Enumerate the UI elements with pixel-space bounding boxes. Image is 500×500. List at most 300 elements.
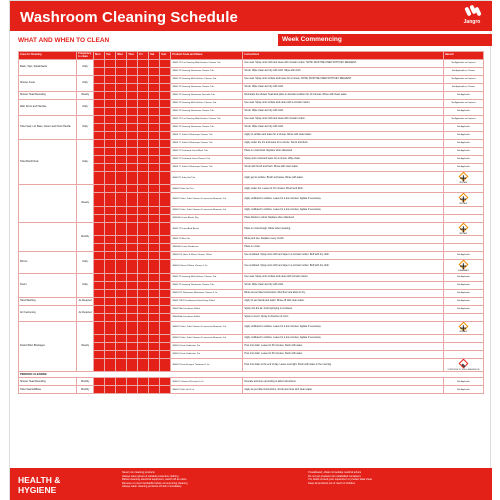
day-checkbox-cell[interactable] — [149, 281, 160, 289]
day-checkbox-cell[interactable] — [94, 214, 105, 222]
day-checkbox-cell[interactable] — [94, 185, 105, 193]
day-checkbox-cell[interactable] — [94, 273, 105, 281]
day-checkbox-cell[interactable] — [105, 313, 116, 321]
day-checkbox-cell[interactable] — [105, 124, 116, 132]
day-checkbox-cell[interactable] — [127, 313, 138, 321]
day-checkbox-cell[interactable] — [116, 351, 127, 359]
day-checkbox-cell[interactable] — [116, 297, 127, 305]
day-checkbox-cell[interactable] — [105, 214, 116, 222]
day-checkbox-cell[interactable] — [94, 132, 105, 140]
day-checkbox-cell[interactable] — [116, 273, 127, 281]
day-checkbox-cell[interactable] — [149, 148, 160, 156]
day-checkbox-cell[interactable] — [149, 140, 160, 148]
day-checkbox-cell[interactable] — [94, 140, 105, 148]
day-checkbox-cell[interactable] — [160, 236, 171, 244]
day-checkbox-cell[interactable] — [105, 359, 116, 372]
product-cell: JB0001 Toilet, Toilet Cleaner & Limescale Remover 1Ltr — [171, 321, 243, 334]
day-checkbox-cell[interactable] — [160, 172, 171, 185]
day-checkbox-cell[interactable] — [116, 132, 127, 140]
day-checkbox-cell[interactable] — [116, 92, 127, 100]
day-checkbox-cell[interactable] — [149, 386, 160, 394]
logo-mark-icon — [463, 4, 481, 18]
day-checkbox-cell[interactable] — [138, 156, 149, 164]
day-checkbox-cell[interactable] — [149, 313, 160, 321]
day-checkbox-cell[interactable] — [94, 76, 105, 84]
day-checkbox-cell[interactable] — [160, 100, 171, 108]
day-checkbox-cell[interactable] — [160, 76, 171, 84]
table-row — [19, 76, 484, 84]
day-checkbox-cell[interactable] — [149, 305, 160, 313]
day-checkbox-cell[interactable] — [138, 116, 149, 124]
day-checkbox-cell[interactable] — [116, 305, 127, 313]
day-checkbox-cell[interactable] — [116, 124, 127, 132]
day-checkbox-cell[interactable] — [160, 297, 171, 305]
hazard-label: Not Applicable — [457, 283, 470, 286]
day-checkbox-cell[interactable] — [127, 273, 138, 281]
day-checkbox-cell[interactable] — [105, 140, 116, 148]
day-checkbox-cell[interactable] — [149, 359, 160, 372]
day-checkbox-cell[interactable] — [94, 343, 105, 351]
day-checkbox-cell[interactable] — [116, 343, 127, 351]
day-checkbox-cell[interactable] — [94, 244, 105, 252]
day-checkbox-cell[interactable] — [160, 164, 171, 172]
day-checkbox-cell[interactable] — [149, 100, 160, 108]
day-checkbox-cell[interactable] — [94, 60, 105, 68]
day-checkbox-cell[interactable] — [149, 172, 160, 185]
day-checkbox-cell[interactable] — [94, 297, 105, 305]
day-checkbox-cell[interactable] — [138, 244, 149, 252]
day-checkbox-cell[interactable] — [116, 244, 127, 252]
day-checkbox-cell[interactable] — [138, 321, 149, 334]
day-checkbox-cell[interactable] — [149, 60, 160, 68]
day-checkbox-cell[interactable] — [149, 214, 160, 222]
day-checkbox-cell[interactable] — [138, 313, 149, 321]
day-checkbox-cell[interactable] — [116, 60, 127, 68]
day-checkbox-cell[interactable] — [116, 172, 127, 185]
day-checkbox-cell[interactable] — [127, 84, 138, 92]
day-checkbox-cell[interactable] — [105, 343, 116, 351]
footer-heading-line: HYGIENE — [18, 485, 57, 495]
day-checkbox-cell[interactable] — [149, 84, 160, 92]
day-checkbox-cell[interactable] — [116, 156, 127, 164]
day-checkbox-cell[interactable] — [138, 236, 149, 244]
day-checkbox-cell[interactable] — [116, 100, 127, 108]
day-checkbox-cell[interactable] — [116, 236, 127, 244]
day-checkbox-cell[interactable] — [116, 321, 127, 334]
day-checkbox-cell[interactable] — [138, 76, 149, 84]
hazard-cell — [443, 185, 483, 193]
day-checkbox-cell[interactable] — [149, 68, 160, 76]
day-checkbox-cell[interactable] — [160, 386, 171, 394]
day-checkbox-cell[interactable] — [105, 116, 116, 124]
day-checkbox-cell[interactable] — [94, 252, 105, 260]
day-checkbox-cell[interactable] — [127, 116, 138, 124]
day-checkbox-cell[interactable] — [149, 260, 160, 273]
table-row — [19, 305, 484, 313]
day-checkbox-cell[interactable] — [160, 313, 171, 321]
day-checkbox-cell[interactable] — [127, 214, 138, 222]
product-cell: JB00000 Urinal Deodoriser — [171, 244, 243, 252]
day-checkbox-cell[interactable] — [94, 164, 105, 172]
table-row — [19, 252, 484, 260]
day-checkbox-cell[interactable] — [138, 289, 149, 297]
day-checkbox-cell[interactable] — [116, 108, 127, 116]
day-checkbox-cell[interactable] — [149, 236, 160, 244]
day-checkbox-cell[interactable] — [160, 289, 171, 297]
day-checkbox-cell[interactable] — [149, 252, 160, 260]
day-checkbox-cell[interactable] — [116, 313, 127, 321]
day-checkbox-cell[interactable] — [94, 289, 105, 297]
day-checkbox-cell[interactable] — [127, 185, 138, 193]
day-checkbox-cell[interactable] — [94, 172, 105, 185]
day-checkbox-cell[interactable] — [94, 116, 105, 124]
day-checkbox-cell[interactable] — [160, 185, 171, 193]
day-checkbox-cell[interactable] — [105, 297, 116, 305]
day-checkbox-cell[interactable] — [105, 386, 116, 394]
day-checkbox-cell[interactable] — [138, 281, 149, 289]
day-checkbox-cell[interactable] — [94, 281, 105, 289]
day-checkbox-cell[interactable] — [138, 172, 149, 185]
day-checkbox-cell[interactable] — [149, 273, 160, 281]
day-checkbox-cell[interactable] — [105, 164, 116, 172]
day-checkbox-cell[interactable] — [127, 289, 138, 297]
day-checkbox-cell[interactable] — [149, 164, 160, 172]
day-checkbox-cell[interactable] — [105, 92, 116, 100]
hazard-label: Not Applicable on Disposal — [451, 62, 476, 65]
day-checkbox-cell[interactable] — [138, 297, 149, 305]
day-checkbox-cell[interactable] — [160, 222, 171, 235]
day-checkbox-cell[interactable] — [149, 206, 160, 214]
day-checkbox-cell[interactable] — [138, 100, 149, 108]
day-checkbox-cell[interactable] — [160, 378, 171, 386]
day-checkbox-cell[interactable] — [105, 351, 116, 359]
day-checkbox-cell[interactable] — [116, 378, 127, 386]
day-checkbox-cell[interactable] — [127, 378, 138, 386]
day-checkbox-cell[interactable] — [160, 335, 171, 343]
day-checkbox-cell[interactable] — [127, 124, 138, 132]
day-checkbox-cell[interactable] — [116, 260, 127, 273]
day-checkbox-cell[interactable] — [149, 76, 160, 84]
day-checkbox-cell[interactable] — [160, 206, 171, 214]
day-checkbox-cell[interactable] — [160, 260, 171, 273]
day-checkbox-cell[interactable] — [138, 214, 149, 222]
product-cell: JB0006 Air Freshener 400ml — [171, 313, 243, 321]
day-checkbox-cell[interactable] — [94, 206, 105, 214]
day-checkbox-cell[interactable] — [105, 68, 116, 76]
day-checkbox-cell[interactable] — [160, 108, 171, 116]
day-checkbox-cell[interactable] — [116, 68, 127, 76]
day-checkbox-cell[interactable] — [105, 193, 116, 206]
day-checkbox-cell[interactable] — [94, 378, 105, 386]
day-checkbox-cell[interactable] — [94, 92, 105, 100]
day-checkbox-cell[interactable] — [105, 108, 116, 116]
day-checkbox-cell[interactable] — [138, 132, 149, 140]
day-checkbox-cell[interactable] — [105, 378, 116, 386]
day-checkbox-cell[interactable] — [138, 343, 149, 351]
day-checkbox-cell[interactable] — [116, 193, 127, 206]
day-checkbox-cell[interactable] — [149, 244, 160, 252]
day-checkbox-cell[interactable] — [94, 321, 105, 334]
frequency-cell: Daily — [77, 273, 94, 297]
day-checkbox-cell[interactable] — [160, 92, 171, 100]
day-checkbox-cell[interactable] — [105, 305, 116, 313]
day-checkbox-cell[interactable] — [94, 313, 105, 321]
day-checkbox-cell[interactable] — [94, 193, 105, 206]
day-checkbox-cell[interactable] — [127, 132, 138, 140]
day-checkbox-cell[interactable] — [116, 214, 127, 222]
day-checkbox-cell[interactable] — [105, 335, 116, 343]
day-checkbox-cell[interactable] — [160, 156, 171, 164]
day-checkbox-cell[interactable] — [116, 164, 127, 172]
day-checkbox-cell[interactable] — [138, 193, 149, 206]
day-checkbox-cell[interactable] — [127, 156, 138, 164]
day-checkbox-cell[interactable] — [160, 140, 171, 148]
day-checkbox-cell[interactable] — [138, 378, 149, 386]
day-checkbox-cell[interactable] — [149, 351, 160, 359]
day-checkbox-cell[interactable] — [105, 273, 116, 281]
day-checkbox-cell[interactable] — [160, 60, 171, 68]
day-checkbox-cell[interactable] — [116, 252, 127, 260]
day-checkbox-cell[interactable] — [160, 132, 171, 140]
day-checkbox-cell[interactable] — [160, 193, 171, 206]
day-checkbox-cell[interactable] — [127, 359, 138, 372]
day-checkbox-cell[interactable] — [160, 359, 171, 372]
flammable-icon — [458, 260, 468, 270]
day-checkbox-cell[interactable] — [127, 321, 138, 334]
day-checkbox-cell[interactable] — [127, 260, 138, 273]
day-checkbox-cell[interactable] — [105, 244, 116, 252]
day-checkbox-cell[interactable] — [116, 335, 127, 343]
instructions-cell: Spray to scent. Spray in direction of room. — [243, 313, 443, 321]
hazard-label: Not Applicable on Disposal — [451, 78, 476, 81]
day-checkbox-cell[interactable] — [116, 359, 127, 372]
day-checkbox-cell[interactable] — [105, 260, 116, 273]
day-checkbox-cell[interactable] — [105, 236, 116, 244]
hazard-label: Not Applicable — [457, 388, 470, 391]
day-checkbox-cell[interactable] — [138, 108, 149, 116]
day-checkbox-cell[interactable] — [149, 222, 160, 235]
section-label: PERIODIC CLEANING — [19, 372, 484, 378]
day-checkbox-cell[interactable] — [116, 76, 127, 84]
day-checkbox-cell[interactable] — [127, 351, 138, 359]
day-checkbox-cell[interactable] — [160, 281, 171, 289]
day-checkbox-cell[interactable] — [127, 140, 138, 148]
day-checkbox-cell[interactable] — [149, 289, 160, 297]
day-checkbox-cell[interactable] — [138, 335, 149, 343]
day-checkbox-cell[interactable] — [105, 84, 116, 92]
day-checkbox-cell[interactable] — [105, 60, 116, 68]
day-checkbox-cell[interactable] — [94, 148, 105, 156]
day-checkbox-cell[interactable] — [149, 92, 160, 100]
day-checkbox-cell[interactable] — [116, 289, 127, 297]
instructions-cell: Apply to surface and leave for a minute. Rinse with clean water. — [243, 132, 443, 140]
day-checkbox-cell[interactable] — [94, 108, 105, 116]
day-checkbox-cell[interactable] — [94, 156, 105, 164]
day-checkbox-cell[interactable] — [116, 84, 127, 92]
day-checkbox-cell[interactable] — [138, 260, 149, 273]
day-checkbox-cell[interactable] — [127, 76, 138, 84]
day-checkbox-cell[interactable] — [127, 252, 138, 260]
day-checkbox-cell[interactable] — [94, 222, 105, 235]
day-checkbox-cell[interactable] — [160, 116, 171, 124]
hazard-cell — [443, 351, 483, 359]
day-checkbox-cell[interactable] — [116, 222, 127, 235]
day-checkbox-cell[interactable] — [116, 116, 127, 124]
hazard-cell — [443, 359, 483, 372]
instructions-cell: Apply undiluted to surface. Leave for a few minutes. Agitate if necessary. — [243, 193, 443, 206]
day-checkbox-cell[interactable] — [138, 164, 149, 172]
day-checkbox-cell[interactable] — [149, 124, 160, 132]
footer-note: Remove or cover foodstuffs before commencing cleaning — [122, 481, 188, 485]
day-checkbox-cell[interactable] — [105, 206, 116, 214]
day-checkbox-cell[interactable] — [94, 386, 105, 394]
day-checkbox-cell[interactable] — [127, 172, 138, 185]
day-checkbox-cell[interactable] — [149, 335, 160, 343]
frequency-cell: Monthly — [77, 386, 94, 394]
day-checkbox-cell[interactable] — [94, 236, 105, 244]
day-checkbox-cell[interactable] — [105, 321, 116, 334]
day-checkbox-cell[interactable] — [94, 260, 105, 273]
day-checkbox-cell[interactable] — [94, 100, 105, 108]
hazard-cell — [443, 156, 483, 164]
day-checkbox-cell[interactable] — [138, 84, 149, 92]
day-checkbox-cell[interactable] — [94, 305, 105, 313]
day-checkbox-cell[interactable] — [94, 335, 105, 343]
hazard-label: FLAMMABLE — [457, 269, 469, 272]
day-checkbox-cell[interactable] — [138, 386, 149, 394]
day-checkbox-cell[interactable] — [105, 76, 116, 84]
day-checkbox-cell[interactable] — [127, 193, 138, 206]
day-checkbox-cell[interactable] — [138, 60, 149, 68]
product-cell: JB001T1 Toilet & Washroom Cleaner Tub — [171, 140, 243, 148]
instructions-cell: Use undiluted. Spray onto cloth and wipe in a circular motion. Buff with dry cloth. — [243, 260, 443, 273]
hazard-cell — [443, 100, 483, 108]
day-checkbox-cell[interactable] — [105, 132, 116, 140]
day-checkbox-cell[interactable] — [127, 335, 138, 343]
day-checkbox-cell[interactable] — [160, 273, 171, 281]
day-checkbox-cell[interactable] — [138, 68, 149, 76]
day-checkbox-cell[interactable] — [160, 124, 171, 132]
hazard-cell — [443, 321, 483, 334]
day-checkbox-cell[interactable] — [116, 281, 127, 289]
day-checkbox-cell[interactable] — [160, 214, 171, 222]
day-checkbox-cell[interactable] — [116, 386, 127, 394]
day-checkbox-cell[interactable] — [149, 132, 160, 140]
day-checkbox-cell[interactable] — [149, 343, 160, 351]
day-checkbox-cell[interactable] — [149, 297, 160, 305]
day-checkbox-cell[interactable] — [127, 148, 138, 156]
day-checkbox-cell[interactable] — [160, 68, 171, 76]
day-checkbox-cell[interactable] — [127, 305, 138, 313]
day-checkbox-cell[interactable] — [138, 359, 149, 372]
day-checkbox-cell[interactable] — [160, 244, 171, 252]
day-checkbox-cell[interactable] — [149, 378, 160, 386]
instructions-cell: Scrub. Wipe clean and dry with cloth. — [243, 84, 443, 92]
day-checkbox-cell[interactable] — [149, 108, 160, 116]
day-checkbox-cell[interactable] — [105, 156, 116, 164]
page-title: Washroom Cleaning Schedule — [20, 9, 238, 26]
area-cell: Toilet Seat/Lid/Base — [19, 386, 77, 394]
day-checkbox-cell[interactable] — [138, 148, 149, 156]
instructions-cell: Place in urinal trough. Dilute when cleaning. — [243, 222, 443, 235]
day-checkbox-cell[interactable] — [127, 92, 138, 100]
day-checkbox-cell[interactable] — [138, 351, 149, 359]
day-checkbox-cell[interactable] — [105, 172, 116, 185]
day-checkbox-cell[interactable] — [127, 108, 138, 116]
day-checkbox-cell[interactable] — [127, 68, 138, 76]
day-checkbox-cell[interactable] — [160, 252, 171, 260]
day-checkbox-cell[interactable] — [94, 124, 105, 132]
day-checkbox-cell[interactable] — [138, 252, 149, 260]
hazard-label: IRRITANT — [459, 181, 468, 184]
day-checkbox-cell[interactable] — [105, 289, 116, 297]
day-checkbox-cell[interactable] — [116, 140, 127, 148]
day-checkbox-cell[interactable] — [149, 321, 160, 334]
day-checkbox-cell[interactable] — [160, 148, 171, 156]
day-checkbox-cell[interactable] — [160, 343, 171, 351]
day-checkbox-cell[interactable] — [94, 359, 105, 372]
day-checkbox-cell[interactable] — [138, 305, 149, 313]
day-checkbox-cell[interactable] — [105, 222, 116, 235]
day-checkbox-cell[interactable] — [160, 84, 171, 92]
hazard-label: Not Applicable — [457, 142, 470, 145]
day-checkbox-cell[interactable] — [138, 273, 149, 281]
day-checkbox-cell[interactable] — [160, 321, 171, 334]
day-checkbox-cell[interactable] — [105, 281, 116, 289]
day-checkbox-cell[interactable] — [94, 84, 105, 92]
day-checkbox-cell[interactable] — [105, 185, 116, 193]
instructions-cell: Use neat. Spray onto cloth and clean with circular motion. — [243, 116, 443, 124]
day-checkbox-cell[interactable] — [127, 281, 138, 289]
day-checkbox-cell[interactable] — [127, 236, 138, 244]
day-checkbox-cell[interactable] — [105, 100, 116, 108]
day-checkbox-cell[interactable] — [127, 206, 138, 214]
day-checkbox-cell[interactable] — [105, 252, 116, 260]
day-checkbox-cell[interactable] — [127, 386, 138, 394]
day-checkbox-cell[interactable] — [116, 148, 127, 156]
day-checkbox-cell[interactable] — [138, 185, 149, 193]
week-commencing-field[interactable] — [278, 34, 492, 46]
day-checkbox-cell[interactable] — [127, 164, 138, 172]
product-cell: JB001T2 Foaming Multi-Surface Cleaner Tub — [171, 273, 243, 281]
day-checkbox-cell[interactable] — [138, 140, 149, 148]
day-checkbox-cell[interactable] — [94, 351, 105, 359]
product-cell: JB000T1 Toilet Gel Tub — [171, 172, 243, 185]
day-checkbox-cell[interactable] — [149, 185, 160, 193]
day-checkbox-cell[interactable] — [94, 68, 105, 76]
day-checkbox-cell[interactable] — [116, 185, 127, 193]
day-checkbox-cell[interactable] — [138, 206, 149, 214]
day-checkbox-cell[interactable] — [127, 60, 138, 68]
day-checkbox-cell[interactable] — [138, 92, 149, 100]
day-checkbox-cell[interactable] — [127, 222, 138, 235]
day-checkbox-cell[interactable] — [160, 351, 171, 359]
day-checkbox-cell[interactable] — [105, 148, 116, 156]
day-checkbox-cell[interactable] — [149, 193, 160, 206]
day-checkbox-cell[interactable] — [127, 297, 138, 305]
day-checkbox-cell[interactable] — [116, 206, 127, 214]
day-checkbox-cell[interactable] — [160, 305, 171, 313]
table-row — [19, 92, 484, 100]
product-cell: JB001T2 Foaming Washroom Cleaner Tub — [171, 68, 243, 76]
day-checkbox-cell[interactable] — [149, 156, 160, 164]
day-checkbox-cell[interactable] — [149, 116, 160, 124]
day-checkbox-cell[interactable] — [127, 343, 138, 351]
day-checkbox-cell[interactable] — [127, 100, 138, 108]
day-checkbox-cell[interactable] — [127, 244, 138, 252]
day-checkbox-cell[interactable] — [138, 222, 149, 235]
day-checkbox-cell[interactable] — [138, 124, 149, 132]
